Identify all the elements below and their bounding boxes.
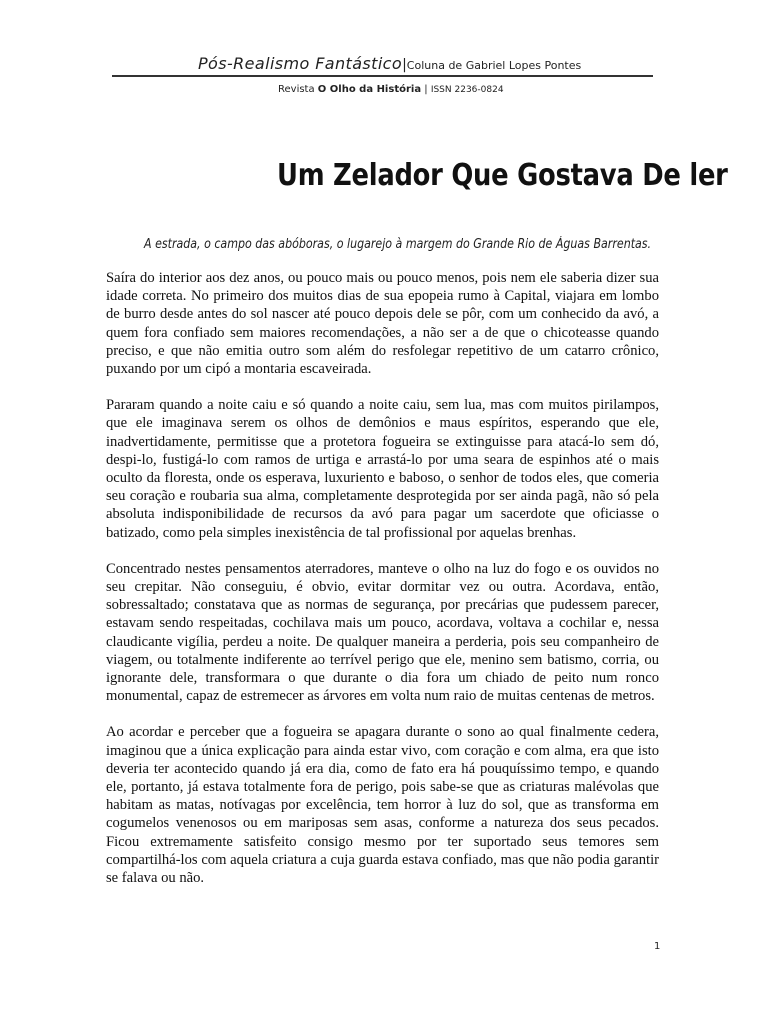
paragraph: Saíra do interior aos dez anos, ou pouco mais ou pouco menos, pois nem ele saberia dizer sua idade correta. No primeiro dos muitos dias de sua epopeia rumo à Capital, viajara em lombo de burro desde antes do sol nascer até pouco depois dele se pôr, com um conhecido da avó, a quem fora confiado sem maiores recomendações, a não ser a de que o chicoteasse quando preciso, e que não emitia outro som além do resfolegar repetitivo de um catarro crônico, puxando por um cipó a montaria escaveirada. bbox=[106, 270, 659, 378]
header-rule bbox=[112, 75, 653, 77]
journal-prefix: Revista bbox=[278, 84, 318, 95]
page-number: 1 bbox=[654, 941, 661, 952]
article-subtitle: A estrada, o campo das abóboras, o lugarejo à margem do Grande Rio de Águas Barrentas. bbox=[144, 237, 652, 252]
journal-name: O Olho da História bbox=[317, 84, 422, 95]
issn: ISSN 2236-0824 bbox=[430, 85, 504, 95]
paragraph: Concentrado nestes pensamentos aterradores, manteve o olho na luz do fogo e os ouvidos no seu crepitar. Não conseguiu, é obvio, evitar dormitar vez ou outra. Acordava, então, sobressaltado; constatava que as normas de segurança, por precárias que pudessem parecer, estavam sendo respeitadas, cochilava mais um pouco, acordava, voltava a cochilar e, nessa claudicante vigília, perdeu a noite. De qualquer maneira a perderia, pois seu companheiro de viagem, ou totalmente indiferente ao terrível perigo que ele, menino sem batismo, corria, ou ignorante dele, transformara o que durante o dia fora um chiado de peito num ronco monumental, capaz de estremecer as árvores em volta num raio de muitas centenas de metros. bbox=[106, 560, 659, 705]
journal-line bbox=[278, 84, 504, 95]
header-separator: | bbox=[402, 57, 407, 73]
column-name: Pós-Realismo Fantástico bbox=[198, 54, 403, 73]
article-body bbox=[106, 269, 659, 905]
column-author: Coluna de Gabriel Lopes Pontes bbox=[406, 59, 582, 72]
journal-separator: | bbox=[421, 84, 431, 95]
column-header bbox=[198, 54, 618, 73]
paragraph: Pararam quando a noite caiu e só quando a noite caiu, sem lua, mas com muitos pirilampos, que ele imaginava serem os olhos de demônios e maus espíritos, esperando que ele, inadvertidamente, permitisse que a protetora fogueira se extinguisse para atacá-lo sem dó, despi-lo, fustigá-lo com ramos de urtiga e arrastá-lo por uma seara de espinhos até o mais oculto da floresta, onde os esperava, luxuriento e baboso, o senhor de todos eles, que comeria seu coração e roubaria sua alma, completamente desprotegida por ser ainda pagã, não só pela absoluta indisponibilidade de recursos da avó para pagar um sacerdote que oficiasse o batizado, como pela simples inexistência de tal profissional por aquelas brenhas. bbox=[106, 397, 659, 541]
article-title: Um Zelador Que Gostava De ler bbox=[277, 158, 728, 193]
paragraph: Ao acordar e perceber que a fogueira se apagara durante o sono ao qual finalmente cedera, imaginou que a única explicação para ainda estar vivo, com coração e com alma, era que isto deveria ter acontecido quando já era dia, como de fato era há pouquíssimo tempo, e quando ele, portanto, já estava totalmente fora de perigo, pois sabe-se que as criaturas malévolas que habitam as matas, notívagas por excelência, tem horror à luz do sol, que as transforma em cogumelos venenosos ou em mariposas sem asas, conforme a natureza dos seus pecados. Ficou extremamente satisfeito consigo mesmo por ter suportado seus temores sem compartilhá-los com aquela criatura a cuja guarda estava confiado, mas que não podia garantir se falava ou não. bbox=[106, 724, 659, 887]
